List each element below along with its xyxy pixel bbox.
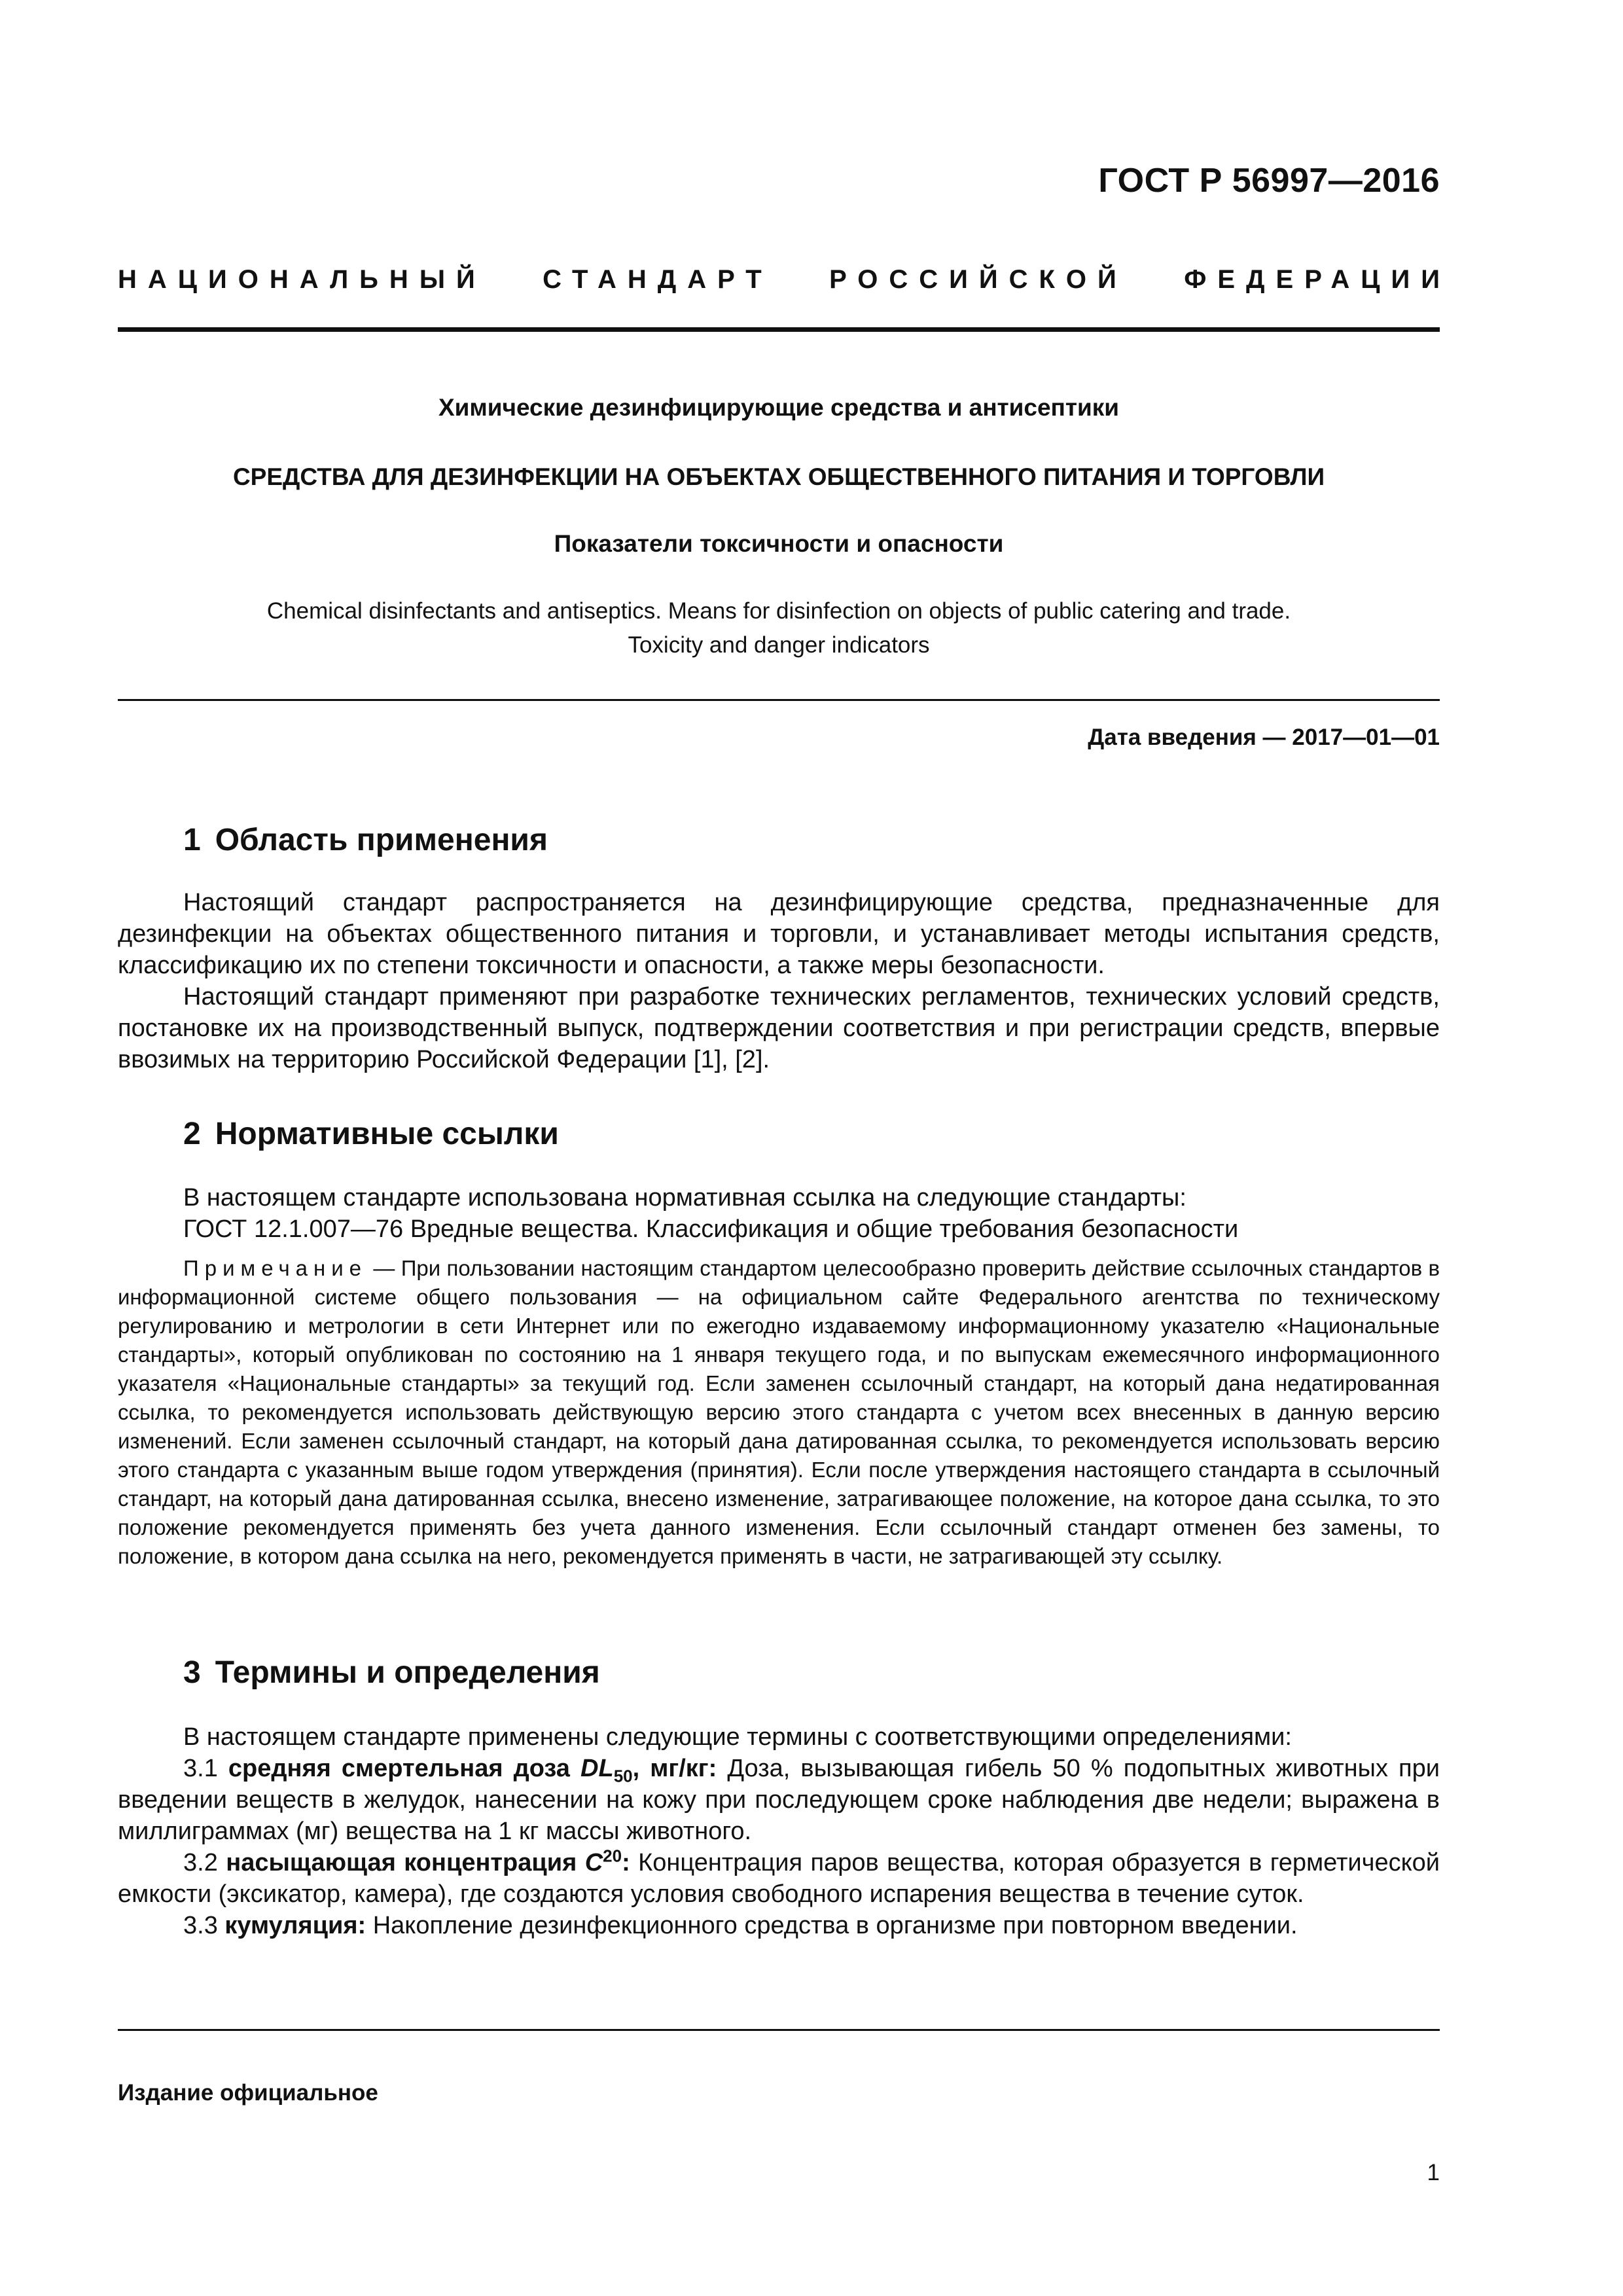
standard-header — [118, 265, 1451, 295]
standard-header-word: ФЕДЕРАЦИИ — [1184, 265, 1451, 294]
title-rule — [118, 699, 1440, 701]
footer-rule — [118, 2029, 1440, 2031]
page-number: 1 — [1427, 2160, 1440, 2185]
term-name: насыщающая концентрация — [226, 1849, 577, 1876]
term-colon: : — [622, 1849, 630, 1876]
note-label: Примечание — [183, 1256, 368, 1280]
term-symbol-superscript: 20 — [603, 1846, 622, 1866]
reference-entry: ГОСТ 12.1.007—76 Вредные вещества. Классификация и общие требования безопасности — [183, 1215, 1239, 1243]
sub-title: Показатели токсичности и опасности — [554, 530, 1004, 557]
term-definition: Накопление дезинфекционного средства в организме при повторном введении. — [366, 1912, 1298, 1939]
term-definition: Концентрация паров вещества, которая образуется в герметической емкости (эксикатор, камера), где создаются условия свободного испарения вещества в течение суток. — [118, 1849, 1440, 1908]
section-3-body — [118, 1721, 1440, 1941]
term-definition: Доза, вызывающая гибель 50 % подопытных животных при введении веществ в желудок, нанесении на кожу при последующем сроке наблюдения две недели; выражена в миллиграммах (мг) вещества на 1 кг массы животного. — [118, 1755, 1440, 1845]
term-name: средняя смертельная доза — [228, 1755, 570, 1782]
section-2-body — [118, 1182, 1440, 1245]
category-title: Химические дезинфицирующие средства и антисептики — [438, 394, 1120, 421]
term-number: 3.2 — [183, 1849, 218, 1876]
paragraph: В настоящем стандарте применены следующие термины с соответствующими определениями: — [183, 1723, 1292, 1751]
header-rule — [118, 327, 1440, 332]
section-number: 2 — [183, 1117, 201, 1151]
english-title-line: Chemical disinfectants and antiseptics. Means for disinfection on objects of public catering and trade. — [266, 598, 1291, 624]
document-id: ГОСТ Р 56997—2016 — [1098, 162, 1440, 200]
intro-date: Дата введения — 2017—01—01 — [1088, 725, 1440, 750]
standard-header-word: НАЦИОНАЛЬНЫЙ — [118, 265, 486, 294]
term-symbol: C — [584, 1849, 603, 1876]
paragraph: В настоящем стандарте использована нормативная ссылка на следующие стандарты: — [183, 1184, 1186, 1211]
section-title: Нормативные ссылки — [215, 1117, 559, 1151]
section-heading-2 — [183, 1116, 559, 1152]
section-number: 3 — [183, 1655, 201, 1690]
term-3-3 — [118, 1910, 1440, 1941]
english-title-line: Toxicity and danger indicators — [628, 632, 930, 658]
section-heading-3 — [183, 1655, 600, 1691]
section-number: 1 — [183, 823, 201, 857]
paragraph: Настоящий стандарт применяют при разработке технических регламентов, технических условий средств, постановке их на производственный выпуск, подтверждении соответствия и при регистрации средств, впервые ввозимых на территорию Российской Федерации [1], [2]. — [118, 983, 1440, 1073]
term-symbol-subscript: 50 — [613, 1766, 633, 1786]
section-1-body — [118, 887, 1440, 1075]
term-name: кумуляция: — [224, 1912, 366, 1939]
standard-header-word: РОССИЙСКОЙ — [829, 265, 1128, 294]
paragraph: Настоящий стандарт распространяется на дезинфицирующие средства, предназначенные для дезинфекции на объектах общественного питания и торговли, и устанавливает методы испытания средств, классификацию их по степени токсичности и опасности, а также меры безопасности. — [118, 889, 1440, 979]
term-number: 3.3 — [183, 1912, 218, 1939]
note-text: — При пользовании настоящим стандартом целесообразно проверить действие ссылочных стандартов в информационной системе общего пользования — на официальном сайте Федерального агентства по техническому регулированию и метрологии в сети Интернет или по ежегодно издаваемому информационному указателю «Национальные стандарты», который опубликован по состоянию на 1 января текущего года, и по выпускам ежемесячного информационного указателя «Национальные стандарты» за текущий год. Если заменен ссылочный стандарт, на который дана недатированная ссылка, то рекомендуется использовать действующую версию этого стандарта с учетом всех внесенных в данную версию изменений. Если заменен ссылочный стандарт, на который дана датированная ссылка, то рекомендуется использовать версию этого стандарта с указанным выше годом утверждения (принятия). Если после утверждения настоящего стандарта в ссылочный стандарт, на который дана датированная ссылка, внесено изменение, затрагивающее положение, на которое дана ссылка, то это положение рекомендуется применять без учета данного изменения. Если ссылочный стандарт отменен без замены, то положение, в котором дана ссылка на него, рекомендуется применять в части, не затрагивающей эту ссылку. — [118, 1256, 1440, 1568]
main-title: СРЕДСТВА ДЛЯ ДЕЗИНФЕКЦИИ НА ОБЪЕКТАХ ОБЩЕСТВЕННОГО ПИТАНИЯ И ТОРГОВЛИ — [232, 463, 1325, 490]
term-symbol: DL — [580, 1755, 614, 1782]
document-page — [118, 0, 1451, 2296]
section-heading-1 — [183, 822, 548, 858]
term-3-1 — [118, 1753, 1440, 1847]
edition-label: Издание официальное — [118, 2080, 378, 2106]
term-unit: , мг/кг: — [632, 1755, 717, 1782]
english-title — [118, 594, 1440, 662]
term-number: 3.1 — [183, 1755, 218, 1782]
section-title: Термины и определения — [215, 1655, 600, 1690]
note — [118, 1254, 1440, 1571]
section-title: Область применения — [215, 823, 548, 857]
standard-header-word: СТАНДАРТ — [543, 265, 773, 294]
term-3-2 — [118, 1847, 1440, 1910]
